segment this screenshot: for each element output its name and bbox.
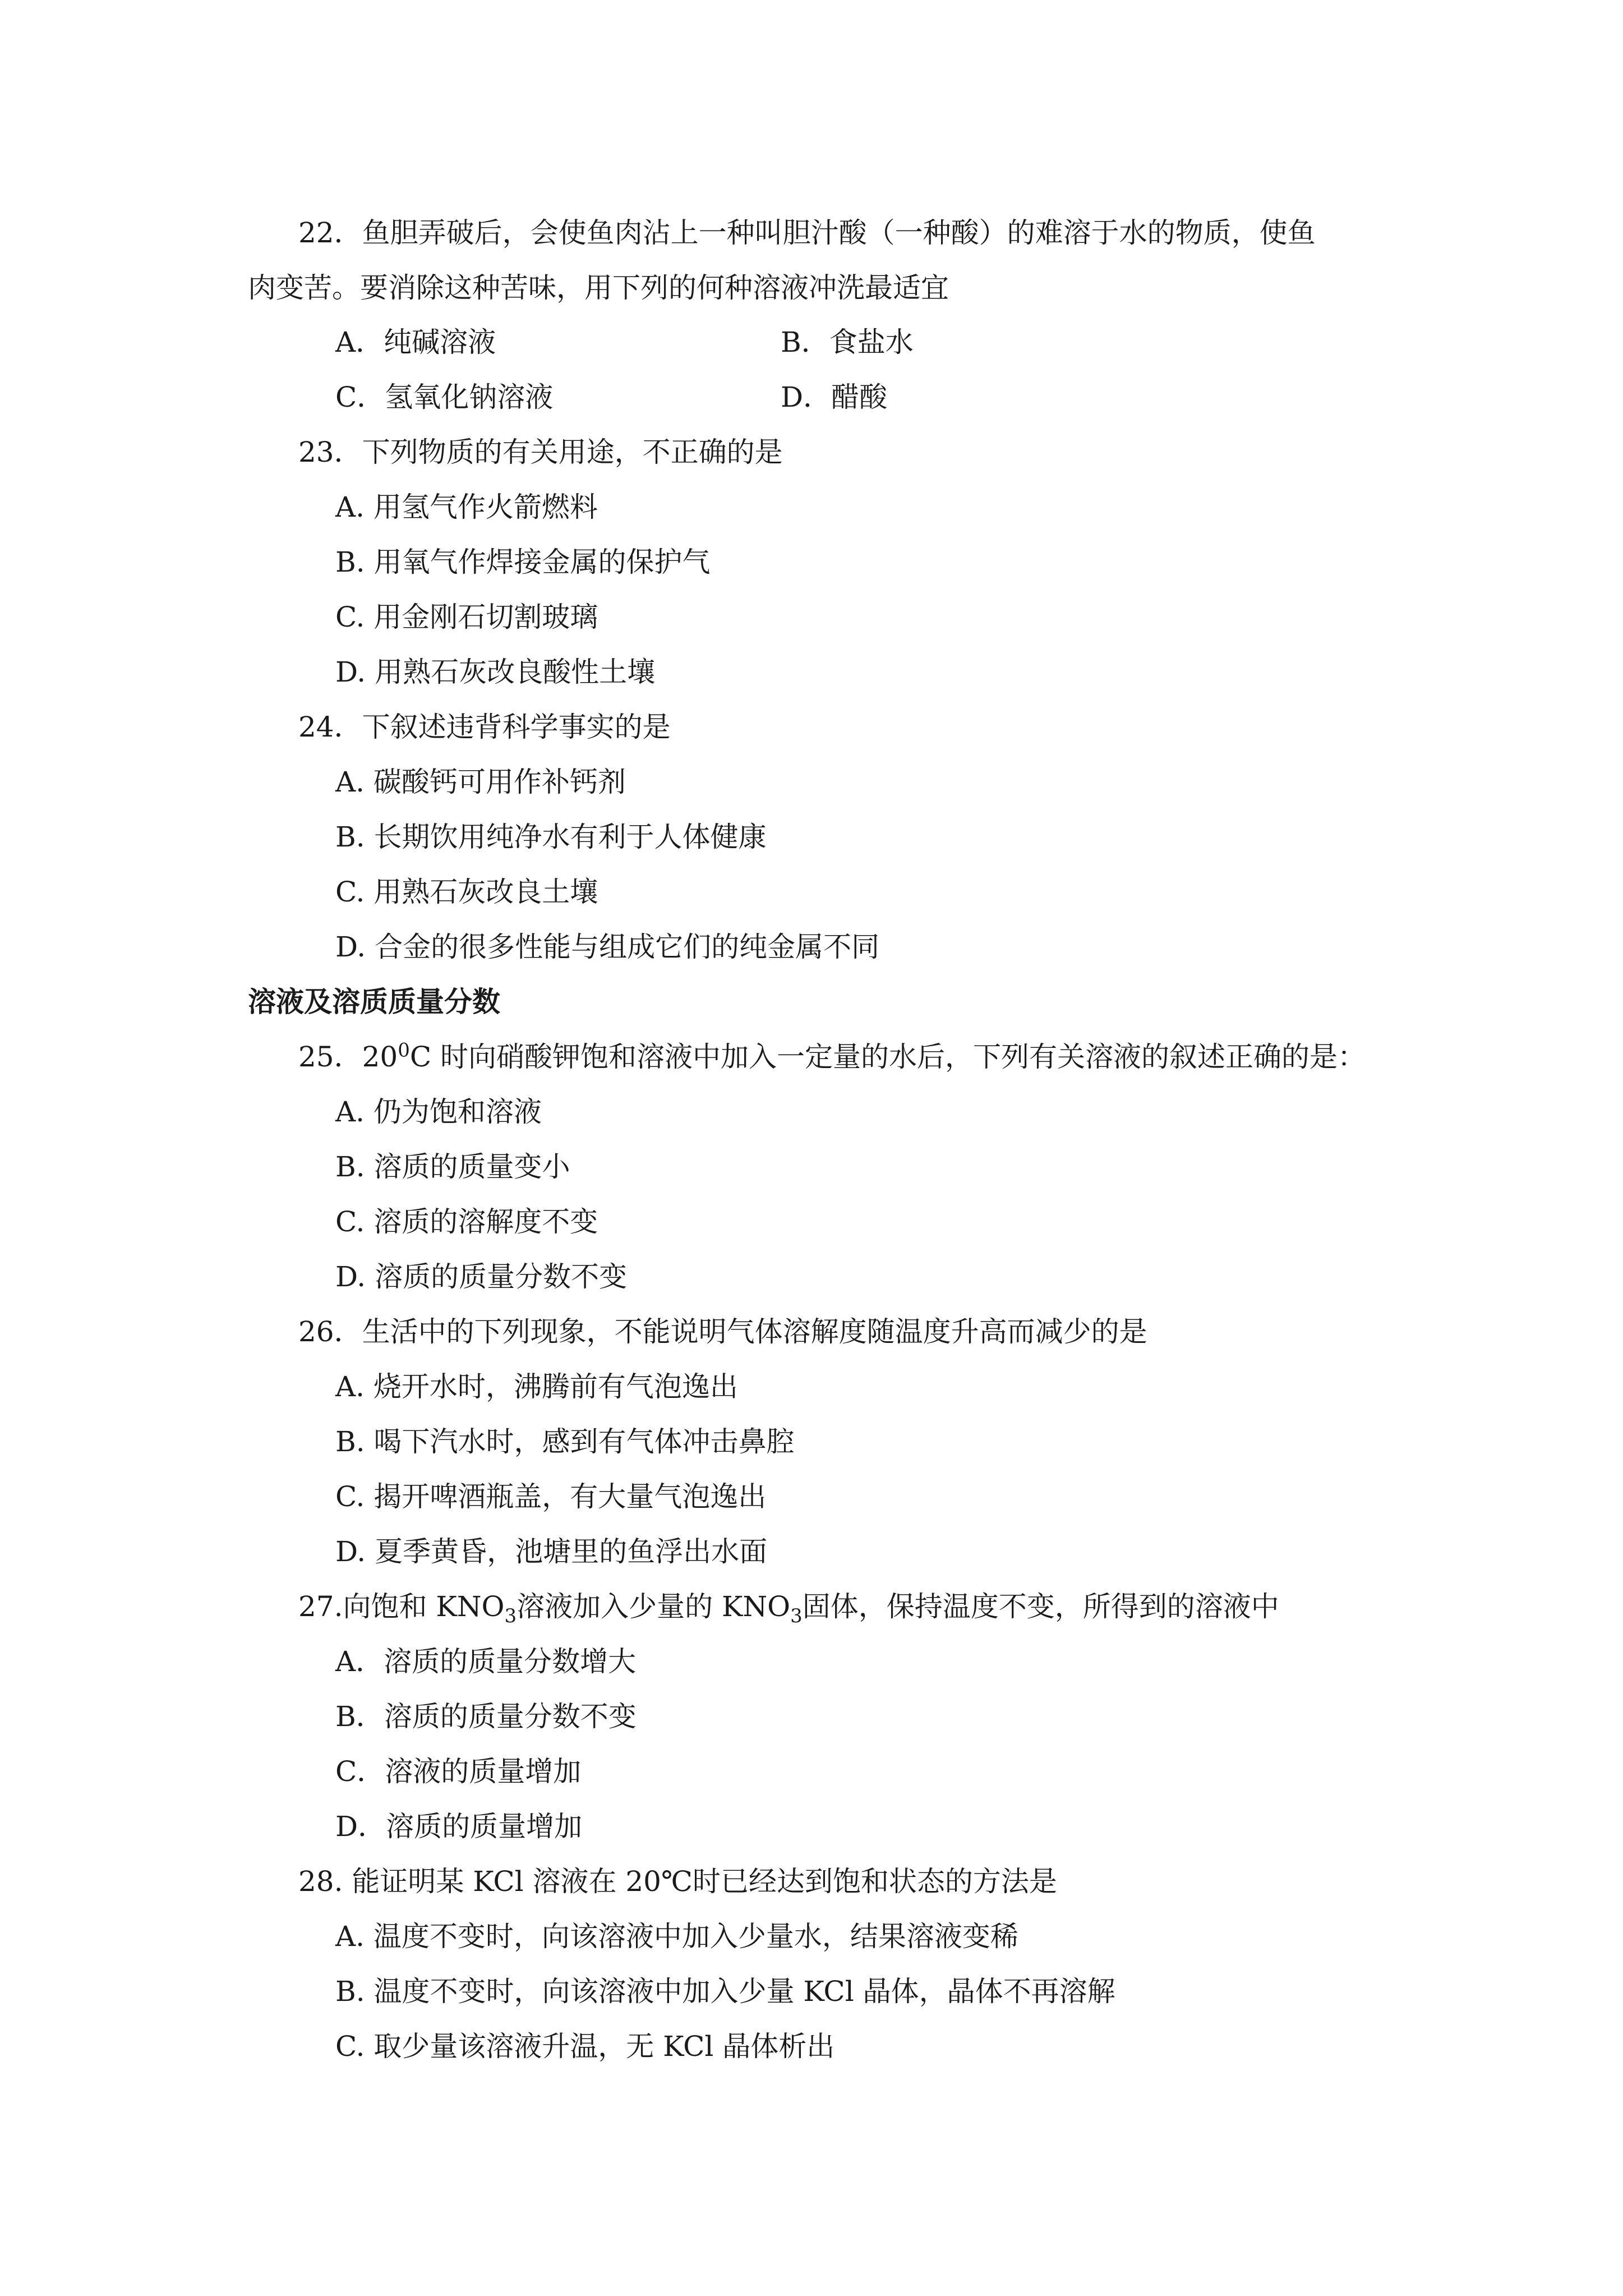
q26-option-a: A. 烧开水时，沸腾前有气泡逸出 bbox=[335, 1370, 738, 1403]
section-heading: 溶液及溶质质量分数 bbox=[248, 985, 500, 1018]
q24-option-b: B. 长期饮用纯净水有利于人体健康 bbox=[335, 821, 767, 853]
q22-stem-line1: 22．鱼胆弄破后，会使鱼肉沾上一种叫胆汁酸（一种酸）的难溶于水的物质，使鱼 bbox=[298, 217, 1316, 249]
q26-option-d: D. 夏季黄昏，池塘里的鱼浮出水面 bbox=[335, 1535, 768, 1568]
q24-option-a: A. 碳酸钙可用作补钙剂 bbox=[335, 766, 626, 798]
q28-stem: 28. 能证明某 KCl 溶液在 20℃时已经达到饱和状态的方法是 bbox=[298, 1865, 1057, 1898]
q24-stem: 24．下叙述违背科学事实的是 bbox=[298, 711, 671, 743]
q24-option-d: D. 合金的很多性能与组成它们的纯金属不同 bbox=[335, 931, 880, 963]
q22-option-a: A．纯碱溶液 bbox=[335, 326, 496, 358]
q27-option-b: B．溶质的质量分数不变 bbox=[335, 1700, 637, 1733]
q27-subscript-1: 3 bbox=[504, 1605, 517, 1627]
q28-option-c: C. 取少量该溶液升温，无 KCl 晶体析出 bbox=[335, 2030, 835, 2063]
q25-option-c: C. 溶质的溶解度不变 bbox=[335, 1205, 598, 1238]
q28-option-b: B. 温度不变时，向该溶液中加入少量 KCl 晶体，晶体不再溶解 bbox=[335, 1975, 1115, 2008]
q27-stem-part1: 27.向饱和 KNO bbox=[298, 1590, 505, 1623]
q25-stem bbox=[298, 1040, 1366, 1074]
q25-option-b: B. 溶质的质量变小 bbox=[335, 1151, 570, 1183]
q23-option-a: A. 用氢气作火箭燃料 bbox=[335, 491, 598, 523]
q23-option-c: C. 用金刚石切割玻璃 bbox=[335, 601, 598, 633]
q23-option-d: D. 用熟石灰改良酸性土壤 bbox=[335, 656, 656, 688]
q22-option-c: C．氢氧化钠溶液 bbox=[335, 381, 554, 413]
q25-degree-superscript: 0 bbox=[398, 1039, 410, 1062]
q27-option-a: A．溶质的质量分数增大 bbox=[335, 1645, 637, 1678]
q27-subscript-2: 3 bbox=[790, 1605, 803, 1627]
q23-option-b: B. 用氧气作焊接金属的保护气 bbox=[335, 546, 711, 578]
q27-option-d: D．溶质的质量增加 bbox=[335, 1810, 583, 1843]
q25-stem-text: C 时向硝酸钾饱和溶液中加入一定量的水后，下列有关溶液的叙述正确的是： bbox=[409, 1041, 1366, 1073]
q23-stem: 23．下列物质的有关用途，不正确的是 bbox=[298, 436, 783, 468]
q27-option-c: C．溶液的质量增加 bbox=[335, 1755, 582, 1788]
q26-option-c: C. 揭开啤酒瓶盖，有大量气泡逸出 bbox=[335, 1480, 767, 1513]
q25-option-a: A. 仍为饱和溶液 bbox=[335, 1096, 542, 1128]
q26-stem: 26．生活中的下列现象，不能说明气体溶解度随温度升高而减少的是 bbox=[298, 1315, 1147, 1348]
q28-option-a: A. 温度不变时，向该溶液中加入少量水，结果溶液变稀 bbox=[335, 1920, 1018, 1953]
q26-option-b: B. 喝下汽水时，感到有气体冲击鼻腔 bbox=[335, 1425, 795, 1458]
q24-option-c: C. 用熟石灰改良土壤 bbox=[335, 876, 598, 908]
q25-stem-number: 25．20 bbox=[298, 1041, 398, 1073]
q25-option-d: D. 溶质的质量分数不变 bbox=[335, 1260, 628, 1293]
q22-stem-line2: 肉变苦。要消除这种苦味，用下列的何种溶液冲洗最适宜 bbox=[248, 272, 949, 304]
q22-option-b: B．食盐水 bbox=[781, 326, 914, 358]
q22-option-d: D．醋酸 bbox=[781, 381, 888, 413]
q27-stem bbox=[298, 1590, 1279, 1627]
q27-stem-part3: 固体，保持温度不变，所得到的溶液中 bbox=[802, 1590, 1279, 1623]
q27-stem-part2: 溶液加入少量的 KNO bbox=[517, 1590, 791, 1623]
